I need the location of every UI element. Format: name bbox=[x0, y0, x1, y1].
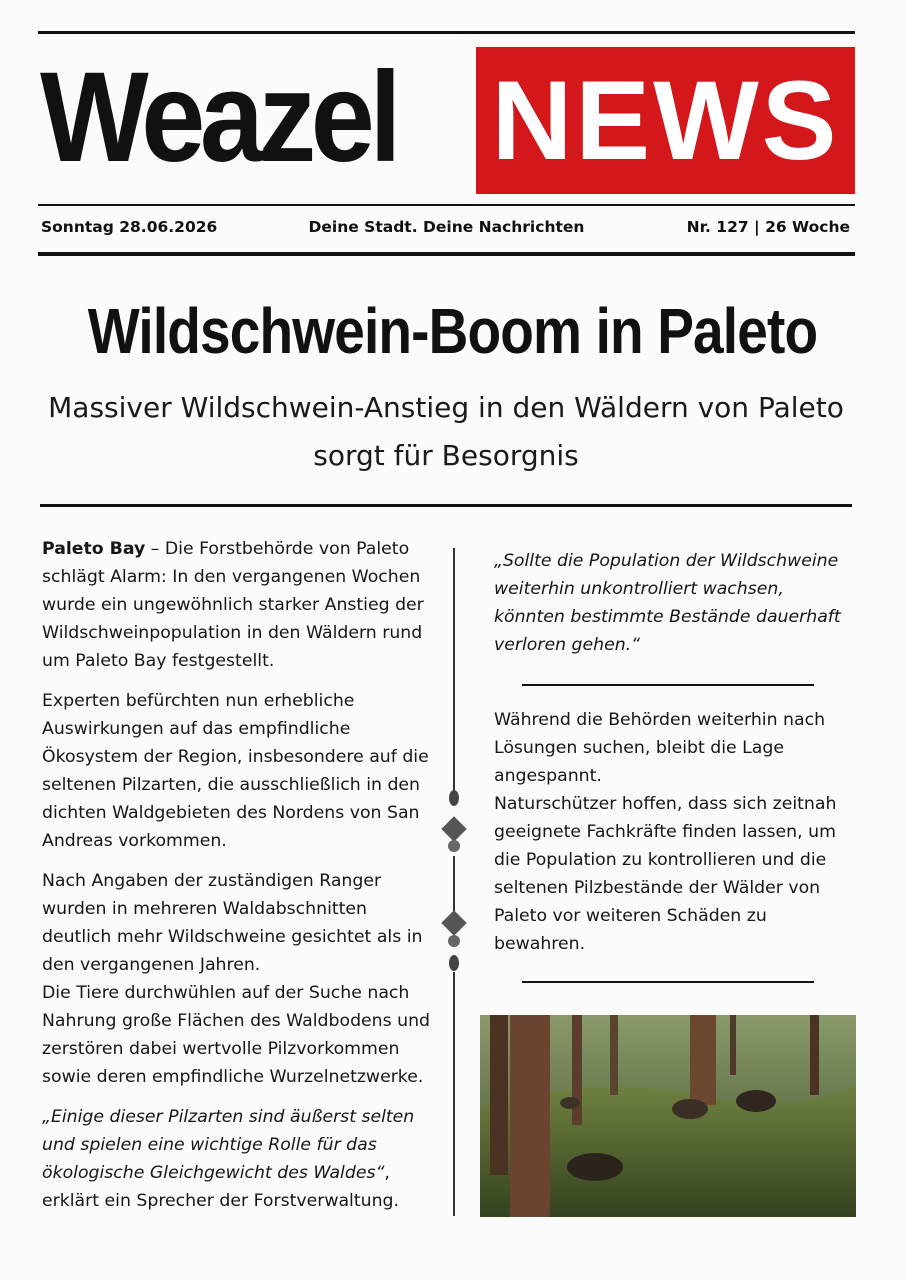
issue-number: Nr. 127 | 26 Woche bbox=[686, 218, 850, 236]
right-rule-bottom bbox=[522, 981, 814, 983]
article-right-quote bbox=[494, 547, 859, 659]
masthead-mid-rule bbox=[38, 204, 855, 206]
paragraph-experts: Experten befürchten nun erhebliche Auswirkungen auf das empfindliche Ökosystem der Region, insbesondere auf die seltenen Pilzarten, die ausschließlich in den dichten Waldgebieten des Nordens von San Andreas vorkommen. bbox=[42, 691, 429, 851]
column-divider-bottom bbox=[453, 972, 455, 1216]
paragraph-animals: Die Tiere durchwühlen auf der Suche nach Nahrung große Flächen des Waldbodens und zerstören dabei wertvolle Pilzvorkommen sowie deren empfindliche Wurzelnetzwerke. bbox=[42, 983, 430, 1087]
quote-spokesperson bbox=[42, 1103, 434, 1215]
divider-ornament-knot-lower bbox=[448, 935, 460, 947]
tagline: Deine Stadt. Deine Nachrichten bbox=[308, 218, 585, 236]
right-rule-top bbox=[522, 684, 814, 686]
pull-quote: „Sollte die Population der Wildschweine weiterhin unkontrolliert wachsen, könnten bestimmte Bestände dauerhaft verloren gehen.“ bbox=[494, 551, 841, 655]
forest-boars-photo bbox=[480, 1015, 856, 1217]
paragraph-intro bbox=[42, 535, 434, 675]
column-divider-top bbox=[453, 548, 455, 792]
masthead-brand-news: NEWS bbox=[491, 58, 840, 183]
headline: Wildschwein-Boom in Paleto bbox=[87, 295, 818, 367]
masthead-bottom-rule bbox=[38, 252, 855, 256]
quote-attribution: , erklärt ein Sprecher der Forstverwaltung. bbox=[42, 1163, 399, 1211]
divider-ornament-diamond bbox=[441, 816, 466, 841]
divider-ornament-knot bbox=[448, 840, 460, 852]
article-left-column bbox=[42, 535, 434, 1215]
divider-ornament-drop-lower bbox=[449, 955, 459, 971]
divider-ornament-drop bbox=[449, 790, 459, 806]
quote-text: „Einige dieser Pilzarten sind äußerst selten und spielen eine wichtige Rolle für das ökologische Gleichgewicht des Waldes“ bbox=[42, 1107, 415, 1183]
article-right-body bbox=[494, 706, 859, 958]
paragraph-conservationists: Naturschützer hoffen, dass sich zeitnah geeignete Fachkräfte finden lassen, um die Population zu kontrollieren und die seltenen Pilzbestände der Wälder von Paleto vor weiteren Schäden zu bewahren. bbox=[494, 794, 837, 954]
paragraph-intro-text: – Die Forstbehörde von Paleto schlägt Alarm: In den vergangenen Wochen wurde ein ungewöhnlich starker Anstieg der Wildschweinpopulation in den Wäldern rund um Paleto Bay festgestellt. bbox=[42, 539, 424, 671]
column-divider-middle bbox=[453, 856, 455, 912]
divider-ornament-diamond-lower bbox=[441, 910, 466, 935]
paragraph-rangers: Nach Angaben der zuständigen Ranger wurden in mehreren Waldabschnitten deutlich mehr Wildschweine gesichtet als in den vergangenen Jahren. bbox=[42, 871, 423, 975]
dateline: Paleto Bay bbox=[42, 539, 146, 559]
headline-rule bbox=[40, 504, 852, 507]
forest-scene-illustration bbox=[480, 1015, 856, 1217]
masthead-top-rule bbox=[38, 31, 855, 34]
subheadline: Massiver Wildschwein-Anstieg in den Wäldern von Paleto sorgt für Besorgnis bbox=[48, 391, 844, 472]
masthead-brand-weazel: Weazel bbox=[40, 46, 397, 189]
paragraph-authorities: Während die Behörden weiterhin nach Lösungen suchen, bleibt die Lage angespannt. bbox=[494, 710, 826, 786]
issue-date: Sonntag 28.06.2026 bbox=[41, 218, 218, 236]
